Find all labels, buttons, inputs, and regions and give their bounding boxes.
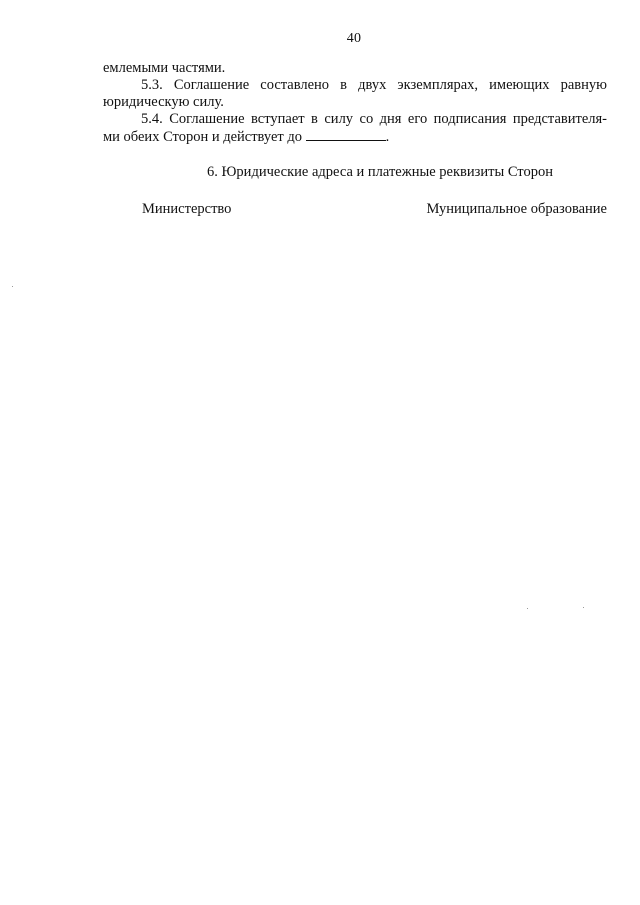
clause-5-4-line-2 (103, 128, 607, 145)
party-left-label: Министерство (142, 201, 232, 217)
date-blank-underline (306, 128, 386, 141)
scan-speck (12, 286, 13, 287)
party-right-label: Муниципальное образование (426, 201, 607, 217)
clause-5-3-line-1: 5.3. Соглашение составлено в двух экземплярах, имеющих равную (141, 77, 607, 93)
page-number: 40 (346, 31, 362, 46)
clause-5-3-line-2: юридическую силу. (103, 94, 224, 110)
scan-speck (527, 608, 528, 609)
clause-5-4-text: ми обеих Сторон и действует до (103, 129, 302, 145)
clause-5-4-end: . (385, 129, 390, 145)
body-line-continuation: емлемыми частями. (103, 60, 226, 76)
section-6-title: 6. Юридические адреса и платежные реквизиты Сторон (207, 164, 553, 180)
body-text (103, 60, 607, 145)
scan-speck (583, 607, 584, 608)
clause-5-4-line-1: 5.4. Соглашение вступает в силу со дня его подписания представителя- (141, 111, 607, 127)
